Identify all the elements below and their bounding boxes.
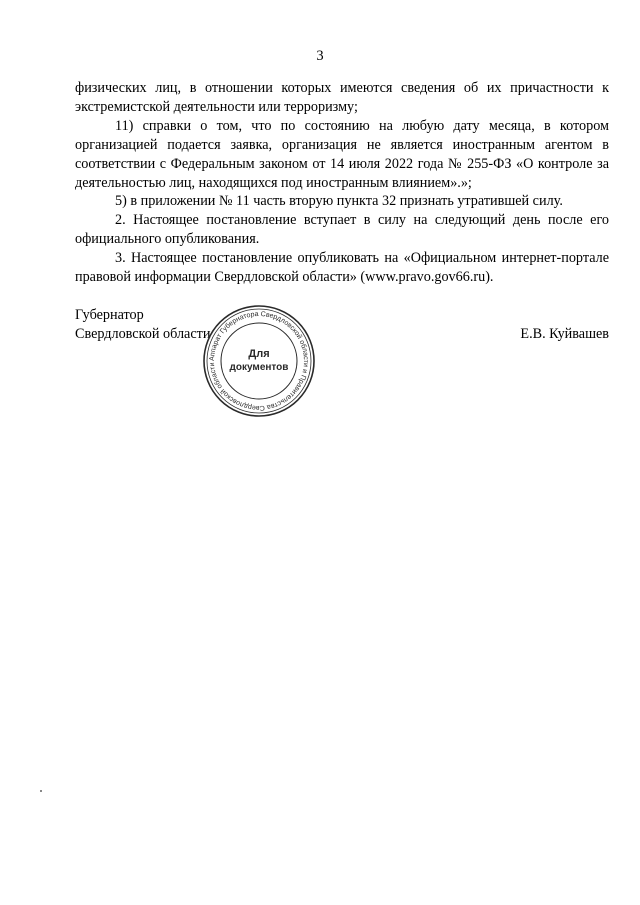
seal-ring-text: Аппарат Губернатора Свердловской области и Правительства Свердловской области [208, 310, 310, 412]
seal-center-line2: документов [229, 362, 289, 373]
signatory-region: Свердловской области [75, 326, 211, 342]
paragraph-clause-3: 3. Настоящее постановление опубликовать на «Официальном интернет-портале правовой информации Свердловской области» (www.pravo.gov66.ru). [75, 250, 609, 286]
margin-mark [40, 790, 42, 792]
signatory-title: Губернатор [75, 307, 144, 323]
document-body [75, 79, 609, 287]
paragraph-item-5: 5) в приложении № 11 часть вторую пункта 32 признать утратившей силу. [115, 193, 563, 210]
signatory-name: Е.В. Куйвашев [520, 326, 609, 342]
seal-center-line1: Для [248, 348, 270, 360]
paragraph-clause-2: 2. Настоящее постановление вступает в силу на следующий день после его официального опубликования. [75, 212, 609, 248]
official-seal [201, 303, 317, 419]
page-number: 3 [316, 48, 324, 64]
paragraph-continuation: физических лиц, в отношении которых имеются сведения об их причастности к экстремистской деятельности или терроризму; [75, 80, 609, 115]
signatory-position [75, 306, 210, 344]
paragraph-item-11: 11) справки о том, что по состоянию на любую дату месяца, в котором организацией подается заявка, организация не является иностранным агентом в соответствии с Федеральным законом от 14 июля 2022 года № 255-ФЗ «О контроле за деятельностью лиц, находящихся под иностранным влиянием».»; [75, 117, 609, 191]
